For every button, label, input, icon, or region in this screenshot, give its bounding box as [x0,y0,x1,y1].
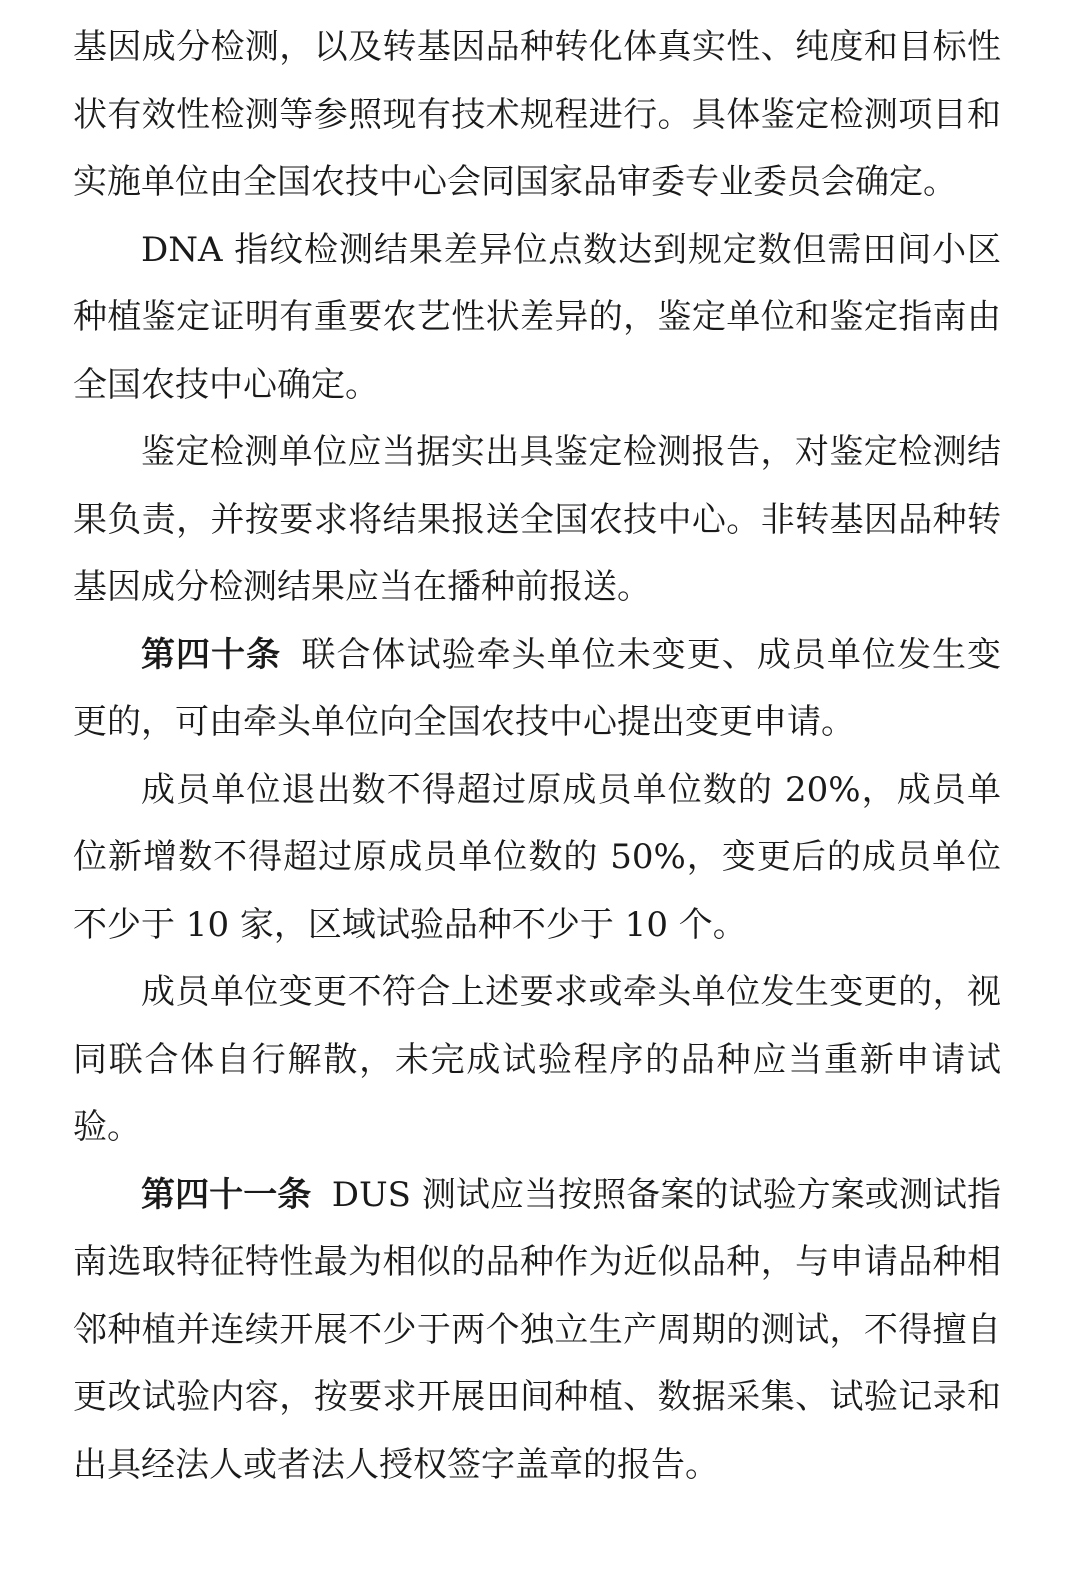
paragraph-text: 鉴定检测单位应当据实出具鉴定检测报告，对鉴定检测结果负责，并按要求将结果报送全国农技中心。非转基因品种转基因成分检测结果应当在播种前报送。 [73,432,1001,607]
paragraph-testing-report [73,419,1001,622]
article-heading: 第四十一条 [141,1174,312,1215]
paragraph-dissolution [73,959,1001,1162]
paragraph-text: 成员单位退出数不得超过原成员单位数的 20%，成员单位新增数不得超过原成员单位数的 50%，变更后的成员单位不少于 10 家，区域试验品种不少于 10 个。 [73,769,1001,945]
paragraph-text: 成员单位变更不符合上述要求或牵头单位发生变更的，视同联合体自行解散，未完成试验程序的品种应当重新申请试验。 [73,972,1001,1147]
document-page [73,14,1001,1499]
paragraph-text: DNA 指纹检测结果差异位点数达到规定数但需田间小区种植鉴定证明有重要农艺性状差异的，鉴定单位和鉴定指南由全国农技中心确定。 [73,229,1001,405]
article-heading: 第四十条 [141,634,282,675]
paragraph-member-limits [73,757,1001,960]
article-40 [73,622,1001,757]
paragraph-text: 基因成分检测，以及转基因品种转化体真实性、纯度和目标性状有效性检测等参照现有技术规程进行。具体鉴定检测项目和实施单位由全国农技中心会同国家品审委专业委员会确定。 [73,27,1001,202]
paragraph-dna-fingerprint [73,217,1001,420]
article-41 [73,1162,1001,1500]
paragraph-text: 联合体试验牵头单位未变更、成员单位发生变更的，可由牵头单位向全国农技中心提出变更申请。 [73,634,1002,742]
paragraph-continuation [73,14,1001,217]
paragraph-text: DUS 测试应当按照备案的试验方案或测试指南选取特征特性最为相似的品种作为近似品种，与申请品种相邻种植并连续开展不少于两个独立生产周期的测试，不得擅自更改试验内容，按要求开展田间种植、数据采集、试验记录和出具经法人或者法人授权签字盖章的报告。 [73,1174,1002,1485]
